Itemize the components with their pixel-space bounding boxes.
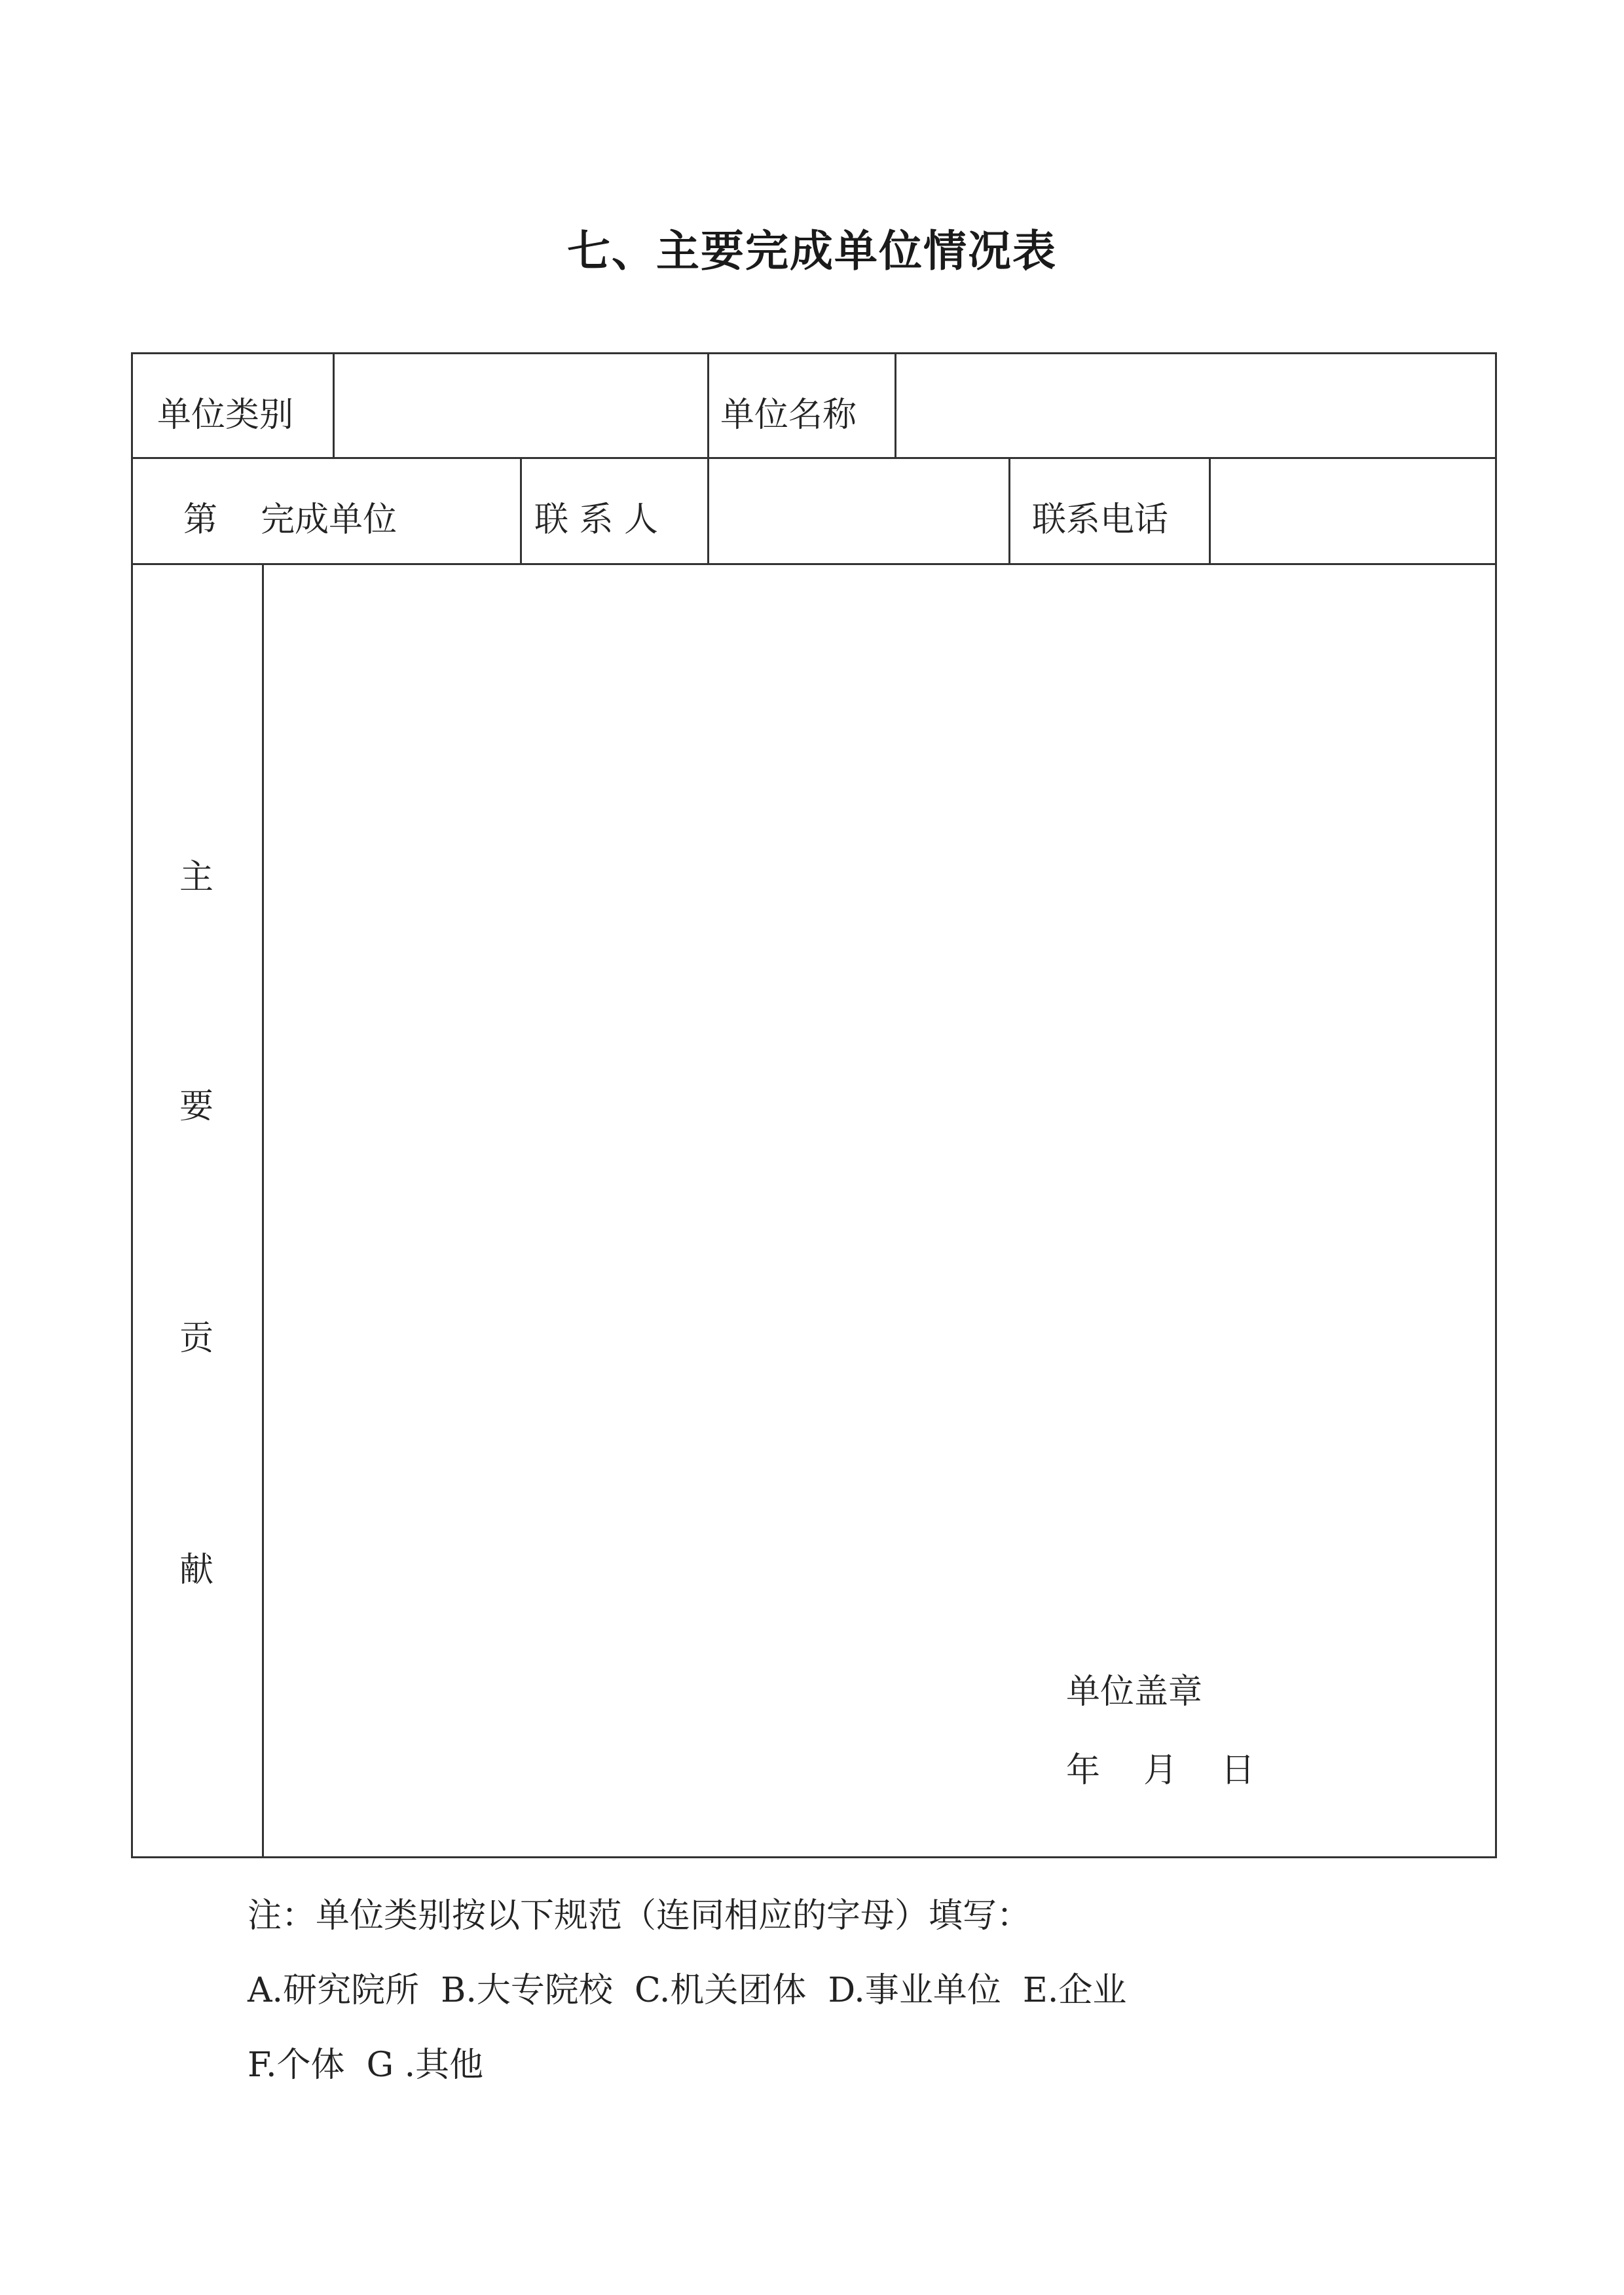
main-contribution-content[interactable] <box>265 566 1494 1653</box>
col-divider-r2-2 <box>707 457 709 564</box>
contribution-label-char-3: 贡 <box>179 1319 214 1358</box>
unit-type-label: 单位类别 <box>157 395 294 435</box>
note-line-3: F.个体 G .其他 <box>248 2046 484 2085</box>
contact-person-field[interactable] <box>710 460 1007 562</box>
col-divider-r1-1 <box>333 352 335 458</box>
note-line-1: 注：单位类别按以下规范（连同相应的字母）填写： <box>248 1896 1031 1936</box>
col-divider-r2-3 <box>1008 457 1010 564</box>
col-divider-contribution <box>262 563 264 1858</box>
date-label: 年 月 日 <box>1066 1751 1255 1790</box>
unit-type-field[interactable] <box>335 355 706 456</box>
unit-seal-label: 单位盖章 <box>1066 1672 1203 1712</box>
completion-rank-label: 第 完成单位 <box>183 500 397 540</box>
contact-person-label: 联 系 人 <box>534 500 659 540</box>
unit-name-label: 单位名称 <box>720 395 857 435</box>
contribution-label-char-2: 要 <box>179 1087 214 1126</box>
col-divider-r2-1 <box>520 457 522 564</box>
note-line-2: A.研究院所 B.大专院校 C.机关团体 D.事业单位 E.企业 <box>248 1971 1127 2010</box>
contact-phone-field[interactable] <box>1211 460 1494 562</box>
row-divider-1 <box>131 457 1497 459</box>
contribution-label-char-1: 主 <box>179 858 214 897</box>
page-title: 七、主要完成单位情况表 <box>567 226 1057 276</box>
contact-phone-label: 联系电话 <box>1032 500 1169 540</box>
unit-name-field[interactable] <box>897 355 1494 456</box>
contribution-label-char-4: 献 <box>179 1551 214 1590</box>
col-divider-r1-2 <box>707 352 709 458</box>
row-divider-2 <box>131 563 1497 565</box>
col-divider-r1-3 <box>895 352 896 458</box>
col-divider-r2-4 <box>1209 457 1211 564</box>
